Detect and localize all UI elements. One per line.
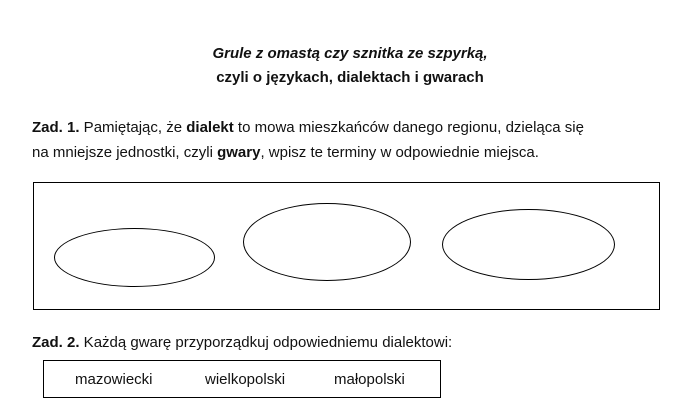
worksheet-title-italic: Grule z omastą czy sznitka ze szpyrką, bbox=[212, 45, 488, 62]
answer-ellipse-3[interactable] bbox=[442, 209, 615, 280]
task-1-text-a: Pamiętając, że bbox=[79, 119, 187, 136]
dialect-option-malopolski[interactable]: małopolski bbox=[334, 371, 405, 388]
worksheet-title-line-1 bbox=[0, 43, 700, 65]
worksheet-title-line-2: czyli o językach, dialektach i gwarach bbox=[216, 69, 484, 86]
dialect-option-mazowiecki[interactable]: mazowiecki bbox=[75, 371, 153, 388]
term-dialekt: dialekt bbox=[186, 119, 234, 136]
answer-ellipse-2[interactable] bbox=[243, 203, 411, 281]
dialect-options-box bbox=[43, 360, 441, 398]
task-1-instruction-line-2 bbox=[32, 142, 539, 164]
task-1-text-d: , wpisz te terminy w odpowiednie miejsca. bbox=[260, 144, 539, 161]
task-1-instruction-line-1 bbox=[32, 117, 584, 139]
task-1-text-b: to mowa mieszkańców danego regionu, dzieląca się bbox=[233, 119, 584, 136]
dialect-option-wielkopolski[interactable]: wielkopolski bbox=[205, 371, 286, 388]
task-2-label: Zad. 2. bbox=[32, 334, 80, 351]
task-2-instruction bbox=[32, 332, 452, 354]
answer-ellipses-box bbox=[33, 182, 660, 310]
answer-ellipse-1[interactable] bbox=[54, 228, 215, 287]
task-2-text: Każdą gwarę przyporządkuj odpowiedniemu dialektowi: bbox=[79, 334, 453, 351]
task-1-label: Zad. 1. bbox=[32, 119, 80, 136]
task-1-text-c: na mniejsze jednostki, czyli bbox=[32, 144, 218, 161]
term-gwary: gwary bbox=[217, 144, 261, 161]
